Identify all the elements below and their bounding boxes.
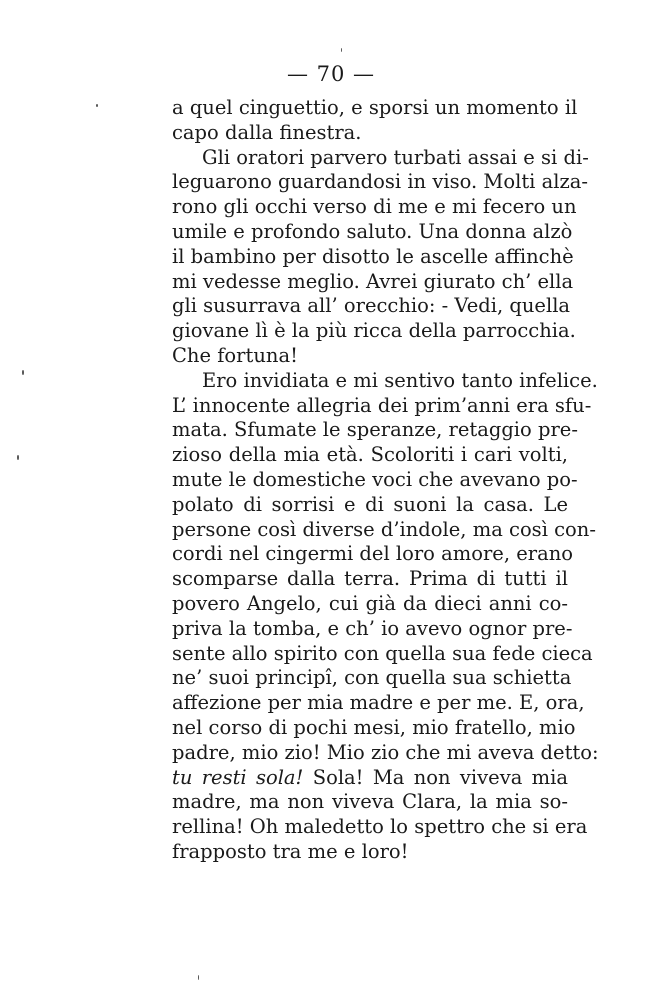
- text-line: cordi nel cingermi del loro amore, erano: [172, 542, 574, 566]
- text-line: ne’ suoi principî, con quella sua schietta: [172, 666, 572, 690]
- text-line-with-italic: [172, 766, 568, 791]
- text-line: scomparse dalla terra. Prima di tutti il: [172, 567, 568, 591]
- text-line: mute le domestiche voci che avevano po-: [172, 467, 578, 491]
- italic-phrase: tu resti sola!: [172, 765, 304, 789]
- text-line: mi vedesse meglio. Avrei giurato ch’ ella: [172, 269, 574, 293]
- body-text: [172, 96, 599, 865]
- text-line: L’ innocente allegria dei prim’anni era sfu-: [172, 393, 592, 417]
- text-line: madre, ma non viveva Clara, la mia so-: [172, 790, 568, 814]
- text-line: il bambino per disotto le ascelle affinchè: [172, 244, 574, 268]
- text-line: sente allo spirito con quella sua fede cieca: [172, 641, 593, 665]
- text-line: capo dalla finestra.: [172, 120, 362, 144]
- text-line: polato di sorrisi e di suoni la casa. Le: [172, 492, 568, 516]
- text-line-tail: Sola! Ma non viveva mia: [303, 765, 568, 789]
- text-line: a quel cinguettio, e sporsi un momento il: [172, 96, 578, 119]
- text-line: rono gli occhi verso di me e mi fecero un: [172, 195, 577, 219]
- text-line: mata. Sfumate le speranze, retaggio pre-: [172, 418, 578, 442]
- text-line: nel corso di pochi mesi, mio fratello, mio: [172, 715, 576, 739]
- scan-speck: [198, 975, 199, 980]
- text-line: priva la tomba, e ch’ io avevo ognor pre-: [172, 616, 573, 640]
- text-line: zioso della mia età. Scoloriti i cari volti,: [172, 443, 568, 467]
- page-number: — 70 —: [286, 62, 376, 86]
- text-line: affezione per mia madre e per me. E, ora,: [172, 691, 585, 715]
- text-line: rellina! Oh maledetto lo spettro che si era: [172, 815, 588, 839]
- text-line: Che fortuna!: [172, 343, 298, 367]
- text-line: padre, mio zio! Mio zio che mi aveva detto:: [172, 740, 599, 764]
- text-line: leguarono guardandosi in viso. Molti alza-: [172, 170, 588, 194]
- text-line: giovane lì è la più ricca della parrocchia.: [172, 319, 576, 343]
- scan-speck: [96, 104, 98, 107]
- text-line: povero Angelo, cui già da dieci anni co-: [172, 591, 568, 615]
- scan-speck: [17, 455, 19, 460]
- text-line: Ero invidiata e mi sentivo tanto infelice.: [202, 368, 598, 392]
- text-line: gli susurrava all’ orecchio: - Vedi, quella: [172, 294, 571, 318]
- text-line: Gli oratori parvero turbati assai e si di-: [202, 145, 589, 169]
- scan-speck: [341, 48, 342, 52]
- scan-speck: [22, 370, 24, 375]
- text-line: frapposto tra me e loro!: [172, 839, 409, 863]
- text-line: umile e profondo saluto. Una donna alzò: [172, 219, 573, 243]
- text-line: persone così diverse d’indole, ma così con-: [172, 517, 596, 541]
